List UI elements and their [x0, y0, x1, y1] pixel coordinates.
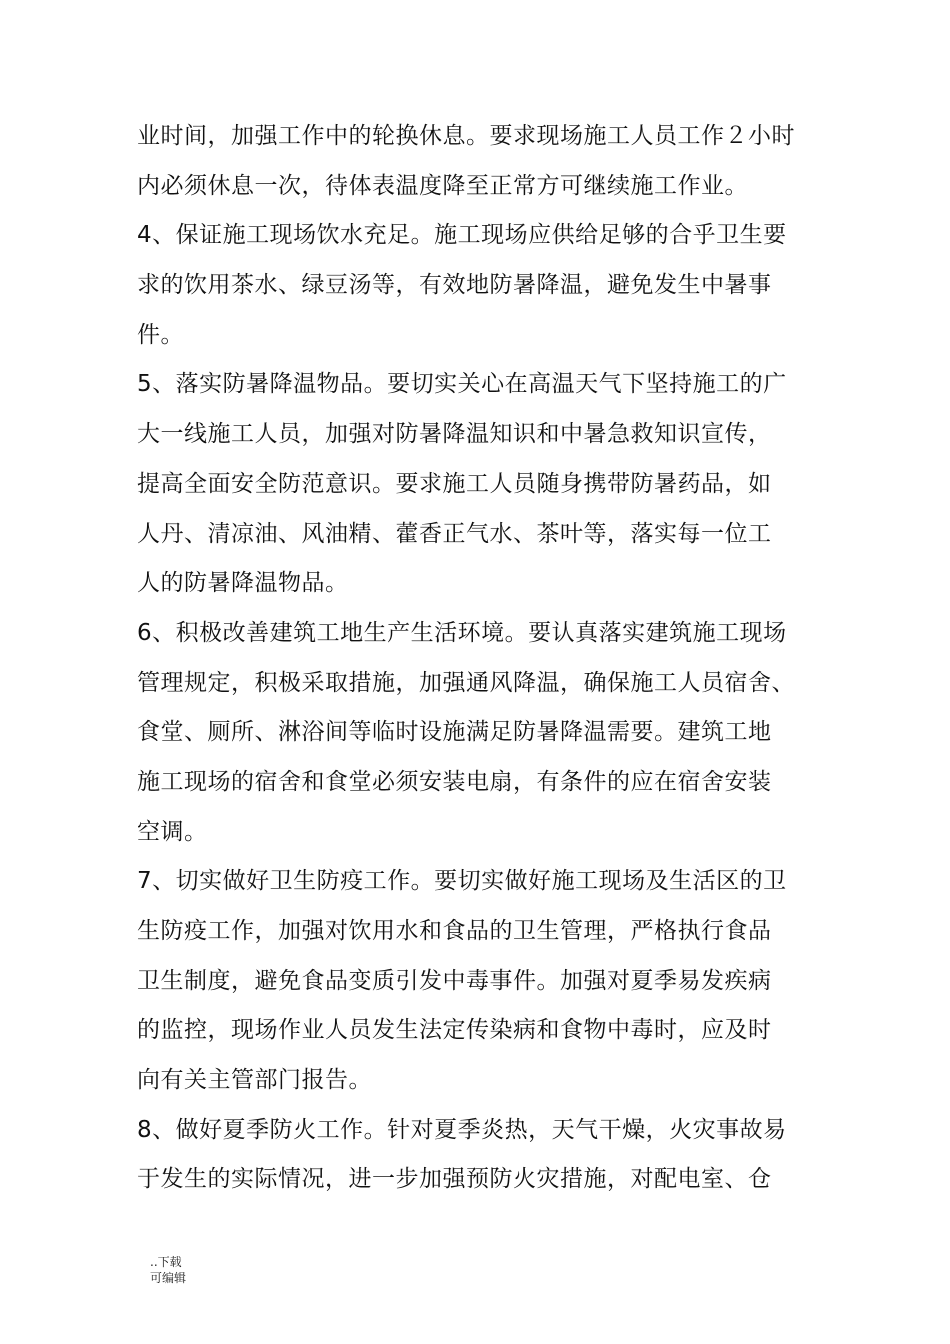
text-line: 的监控，现场作业人员发生法定传染病和食物中毒时，应及时: [137, 1017, 772, 1044]
text-line: 生防疫工作，加强对饮用水和食品的卫生管理，严格执行食品: [137, 918, 772, 944]
text-line: 人丹、清凉油、风油精、藿香正气水、茶叶等，落实每一位工: [137, 520, 772, 547]
text-line: 空调。: [137, 818, 208, 845]
footer-download-label: ..下载: [150, 1255, 182, 1269]
text-line: 施工现场的宿舍和食堂必须安装电扇，有条件的应在宿舍安装: [137, 768, 772, 795]
text-line: 向有关主管部门报告。: [137, 1067, 372, 1094]
text-line: 业时间，加强工作中的轮换休息。要求现场施工人员工作２小时: [137, 123, 795, 149]
text-line: 提高全面安全防范意识。要求施工人员随身携带防暑药品，如: [137, 470, 772, 497]
text-line: 6、积极改善建筑工地生产生活环境。要认真落实建筑施工现场: [137, 619, 787, 646]
document-body: [137, 112, 827, 1205]
text-line: 卫生制度，避免食品变质引发中毒事件。加强对夏季易发疾病: [137, 967, 772, 994]
text-line: 大一线施工人员，加强对防暑降温知识和中暑急救知识宣传，: [137, 421, 772, 448]
text-line: 于发生的实际情况，进一步加强预防火灾措施，对配电室、仓: [137, 1166, 772, 1193]
text-line: 求的饮用茶水、绿豆汤等，有效地防暑降温，避免发生中暑事: [137, 272, 772, 299]
text-line: 8、做好夏季防火工作。针对夏季炎热，天气干燥，火灾事故易: [137, 1116, 787, 1143]
page-footer: [150, 1254, 186, 1286]
text-line: 4、保证施工现场饮水充足。施工现场应供给足够的合乎卫生要: [137, 222, 787, 249]
text-line: 件。: [137, 321, 184, 348]
text-line: 食堂、厕所、淋浴间等临时设施满足防暑降温需要。建筑工地: [137, 719, 772, 746]
text-line: 5、落实防暑降温物品。要切实关心在高温天气下坚持施工的广: [137, 371, 787, 398]
text-line: 内必须休息一次，待体表温度降至正常方可继续施工作业。: [137, 172, 748, 199]
text-line: 人的防暑降温物品。: [137, 570, 349, 597]
text-line: 管理规定，积极采取措施，加强通风降温，确保施工人员宿舍、: [137, 669, 795, 696]
text-line: 7、切实做好卫生防疫工作。要切实做好施工现场及生活区的卫: [137, 868, 787, 895]
footer-editable-label: 可编辑: [150, 1271, 187, 1285]
